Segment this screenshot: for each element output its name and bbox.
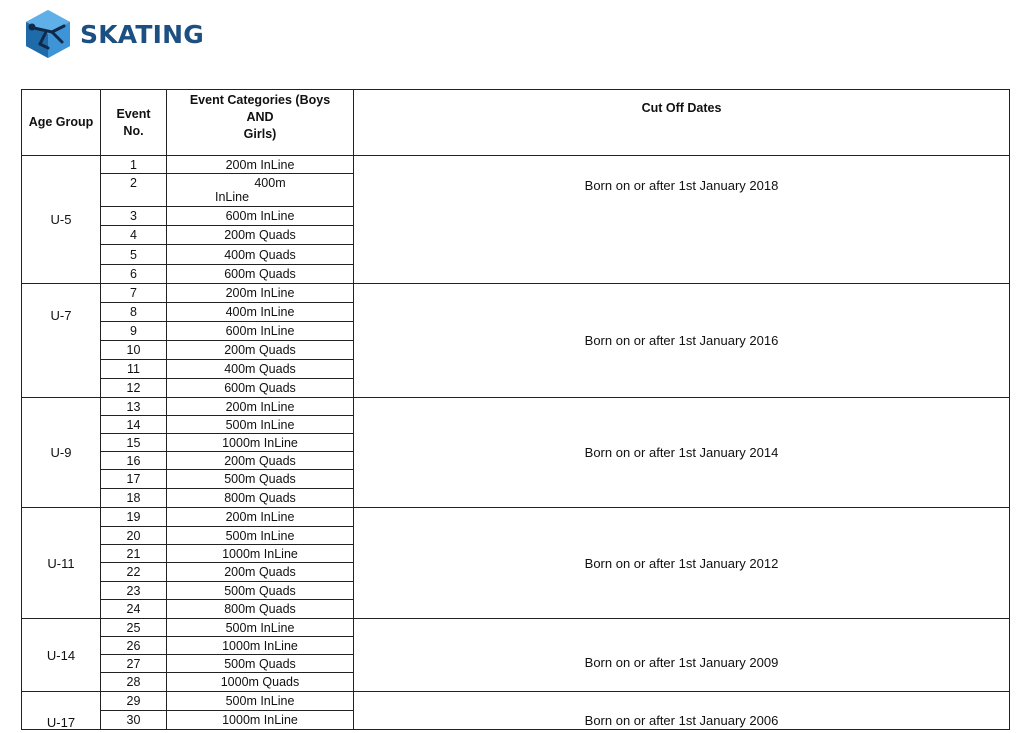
skater-cube-icon	[22, 8, 74, 60]
event-category-line1: 400m	[254, 176, 286, 190]
event-no-cell: 13	[101, 398, 167, 416]
event-no-cell: 3	[101, 207, 167, 226]
event-no-cell: 18	[101, 489, 167, 508]
event-category-cell: 1000m InLine	[167, 434, 354, 452]
event-category-cell: 1000m InLine	[167, 711, 354, 730]
cutoff-date-cell: Born on or after 1st January 2009	[354, 619, 1010, 692]
header-cut-off-dates: Cut Off Dates	[354, 90, 1010, 156]
event-category-cell: 600m InLine	[167, 322, 354, 341]
header-event-no	[101, 90, 167, 156]
age-group-cell: U-17	[22, 692, 101, 730]
event-no-cell: 24	[101, 600, 167, 619]
event-category-cell: 500m InLine	[167, 619, 354, 637]
event-category-cell: 200m Quads	[167, 341, 354, 360]
table-row	[22, 284, 1010, 303]
table-row	[22, 398, 1010, 416]
event-no-cell: 17	[101, 470, 167, 489]
header-event-no-line2: No.	[123, 123, 144, 138]
cutoff-date-cell: Born on or after 1st January 2018	[354, 156, 1010, 284]
event-category-cell: 500m Quads	[167, 582, 354, 600]
event-category-cell: 500m InLine	[167, 692, 354, 711]
table-row	[22, 692, 1010, 711]
event-no-cell: 23	[101, 582, 167, 600]
event-category-cell: 600m Quads	[167, 265, 354, 284]
event-category-cell: 500m InLine	[167, 527, 354, 545]
event-category-cell: 500m Quads	[167, 470, 354, 489]
event-category-cell: 800m Quads	[167, 489, 354, 508]
event-category-cell: 200m Quads	[167, 452, 354, 470]
event-no-cell: 14	[101, 416, 167, 434]
skating-logo	[22, 8, 204, 60]
event-category-cell: 200m Quads	[167, 226, 354, 245]
age-group-cell: U-5	[22, 156, 101, 284]
event-no-cell: 2	[101, 174, 167, 207]
event-no-cell: 15	[101, 434, 167, 452]
age-group-cell: U-9	[22, 398, 101, 508]
header-event-no-line1: Event	[116, 106, 151, 121]
table-header-row	[22, 90, 1010, 156]
event-no-cell: 19	[101, 508, 167, 527]
event-no-cell: 25	[101, 619, 167, 637]
cutoff-date-cell: Born on or after 1st January 2006	[354, 692, 1010, 730]
event-no-cell: 7	[101, 284, 167, 303]
table-row	[22, 508, 1010, 527]
event-category-line2: InLine	[215, 190, 250, 204]
event-no-cell: 11	[101, 360, 167, 379]
header-categories-line3: Girls)	[243, 127, 277, 141]
event-no-cell: 20	[101, 527, 167, 545]
event-no-cell: 22	[101, 563, 167, 582]
event-category-cell: 400m Quads	[167, 245, 354, 265]
cutoff-date-cell: Born on or after 1st January 2016	[354, 284, 1010, 398]
cutoff-date-cell: Born on or after 1st January 2014	[354, 398, 1010, 508]
event-no-cell: 12	[101, 379, 167, 398]
age-group-cell: U-14	[22, 619, 101, 692]
event-category-cell: 800m Quads	[167, 600, 354, 619]
event-category-cell: 600m InLine	[167, 207, 354, 226]
event-no-cell: 4	[101, 226, 167, 245]
header-event-categories	[167, 90, 354, 156]
event-category-cell: 400m InLine	[167, 303, 354, 322]
age-group-cell: U-11	[22, 508, 101, 619]
cutoff-date-cell: Born on or after 1st January 2012	[354, 508, 1010, 619]
event-category-cell: 200m Quads	[167, 563, 354, 582]
age-group-cell: U-7	[22, 284, 101, 398]
event-no-cell: 29	[101, 692, 167, 711]
event-no-cell: 8	[101, 303, 167, 322]
event-no-cell: 1	[101, 156, 167, 174]
event-category-cell: 1000m Quads	[167, 673, 354, 692]
event-category-cell: 1000m InLine	[167, 637, 354, 655]
header-categories-line1: Event Categories (Boys	[189, 93, 331, 107]
event-no-cell: 28	[101, 673, 167, 692]
age-cutoff-table	[21, 89, 1010, 730]
event-no-cell: 9	[101, 322, 167, 341]
table-row	[22, 619, 1010, 637]
event-category-cell: 500m InLine	[167, 416, 354, 434]
logo-text: SKATING	[80, 19, 204, 49]
event-no-cell: 26	[101, 637, 167, 655]
event-category-cell: 200m InLine	[167, 398, 354, 416]
event-category-cell: 400m Quads	[167, 360, 354, 379]
event-no-cell: 10	[101, 341, 167, 360]
event-no-cell: 6	[101, 265, 167, 284]
event-no-cell: 27	[101, 655, 167, 673]
header-age-group: Age Group	[22, 90, 101, 156]
event-category-cell: 600m Quads	[167, 379, 354, 398]
table-row	[22, 156, 1010, 174]
event-category-cell: 200m InLine	[167, 284, 354, 303]
event-category-cell: 500m Quads	[167, 655, 354, 673]
event-category-cell: 200m InLine	[167, 508, 354, 527]
event-category-cell: 1000m InLine	[167, 545, 354, 563]
event-category-cell	[167, 174, 354, 207]
event-no-cell: 16	[101, 452, 167, 470]
event-no-cell: 21	[101, 545, 167, 563]
header-categories-line2: AND	[246, 110, 274, 124]
event-no-cell: 5	[101, 245, 167, 265]
event-category-cell: 200m InLine	[167, 156, 354, 174]
event-no-cell: 30	[101, 711, 167, 730]
